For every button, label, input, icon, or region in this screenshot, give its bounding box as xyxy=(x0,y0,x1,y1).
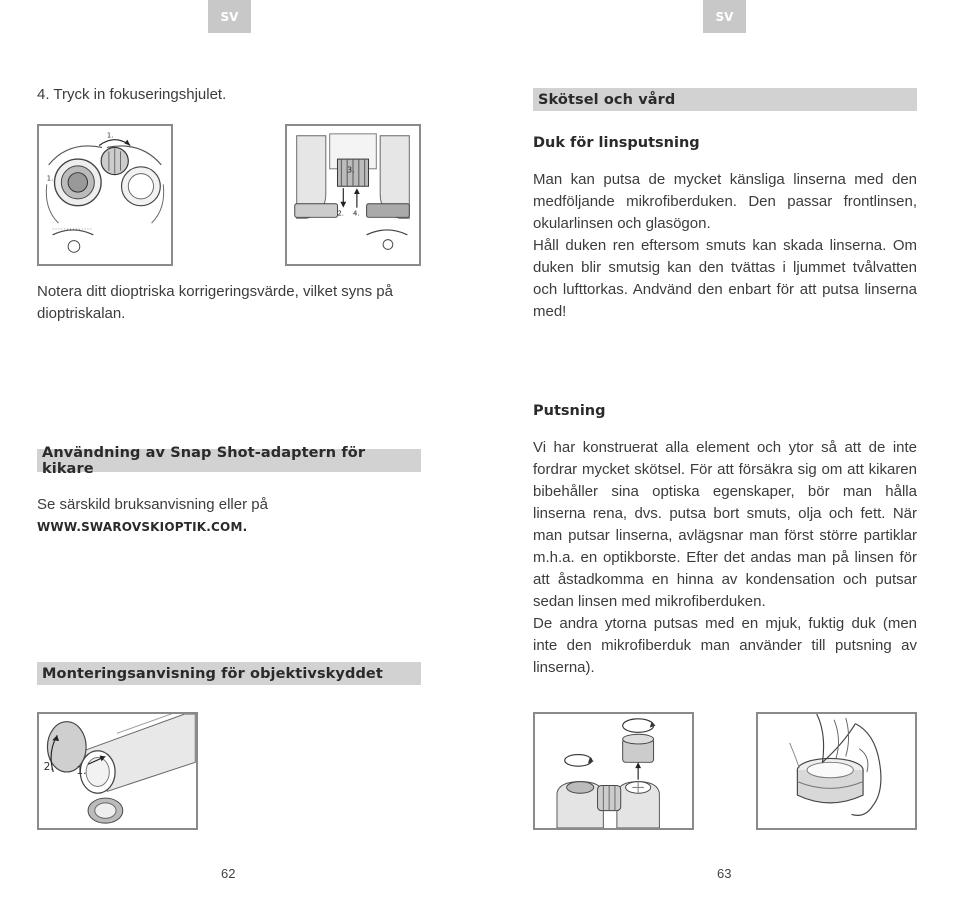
lens-cleaning-illustration xyxy=(758,714,915,828)
cleaning-paragraph-2: De andra ytorna putsas med en mjuk, fuktig duk (men inte den mikrofiberduk man använder till putsning av linserna). xyxy=(533,615,917,676)
figure-focus-wheel xyxy=(37,124,173,266)
cleaning-heading: Putsning xyxy=(533,403,606,419)
mounting-section-title: Monteringsanvisning för objektivskyddet xyxy=(37,662,421,685)
fig-label-cover-1: 1. xyxy=(76,763,87,777)
care-section-title: Skötsel och vård xyxy=(533,88,917,111)
cleaning-paragraph-1: Vi har konstruerat alla element och ytor så att de inte fordrar mycket skötsel. För att försäkra sig om att kikaren bibehåller sina optiska egenskaper, bör man hålla linserna rena, dvs. putsa bort smuts, olja och fett. När man putsar linserna, avlägsnar man först större partiklar m.h.a. en optikborste. Efter det andas man på linsen för att åstadkomma en hinna av kondensation och putsar sedan linsen med mikrofiberduken. xyxy=(533,439,917,610)
fig-label-cover-2: 2. xyxy=(43,760,54,774)
cloth-text xyxy=(533,169,917,323)
snapshot-section-title: Användning av Snap Shot-adaptern för kikare xyxy=(37,449,421,472)
dioptre-illustration xyxy=(287,126,419,264)
swarovski-url-link[interactable]: WWW.SWAROVSKIOPTIK.COM. xyxy=(37,520,248,534)
figure-dioptre-setting xyxy=(285,124,421,266)
binocular-focus-illustration xyxy=(39,126,171,264)
step-4-text: 4. Tryck in fokuseringshjulet. xyxy=(37,86,227,103)
language-tab-left: SV xyxy=(208,0,251,33)
snapshot-text xyxy=(37,494,425,538)
cloth-paragraph-1: Man kan putsa de mycket känsliga linserna med den medföljande mikrofiberduken. Den passar frontlinsen, okularlinsen och glasögon. xyxy=(533,171,917,232)
eyecup-illustration xyxy=(535,714,692,828)
fig-label-2: 2. xyxy=(337,209,344,218)
cleaning-text xyxy=(533,437,917,679)
page-number-right: 63 xyxy=(717,866,732,881)
objective-cover-illustration xyxy=(39,714,196,828)
fig-label-1a: 1. xyxy=(106,131,114,140)
language-tab-right: SV xyxy=(703,0,746,33)
cloth-paragraph-2: Håll duken ren eftersom smuts kan skada linserna. Om duken blir smutsig kan den tvättas i ljummet tvålvatten och lufttorkas. Andvänd den enbart för att putsa linserna med! xyxy=(533,237,917,320)
snapshot-body: Se särskild bruksanvisning eller på xyxy=(37,496,268,513)
cloth-heading: Duk för linsputsning xyxy=(533,135,700,151)
page-number-left: 62 xyxy=(221,866,236,881)
figure-lens-cleaning xyxy=(756,712,917,830)
fig-label-3: 3. xyxy=(347,165,355,175)
fig-label-1b: 1. xyxy=(46,174,54,183)
fig-label-4: 4. xyxy=(353,209,360,218)
figure-objective-cover xyxy=(37,712,198,830)
dioptre-note: Notera ditt dioptriska korrigeringsvärde, vilket syns på dioptriskalan. xyxy=(37,283,393,322)
figure-eyecup-removal xyxy=(533,712,694,830)
